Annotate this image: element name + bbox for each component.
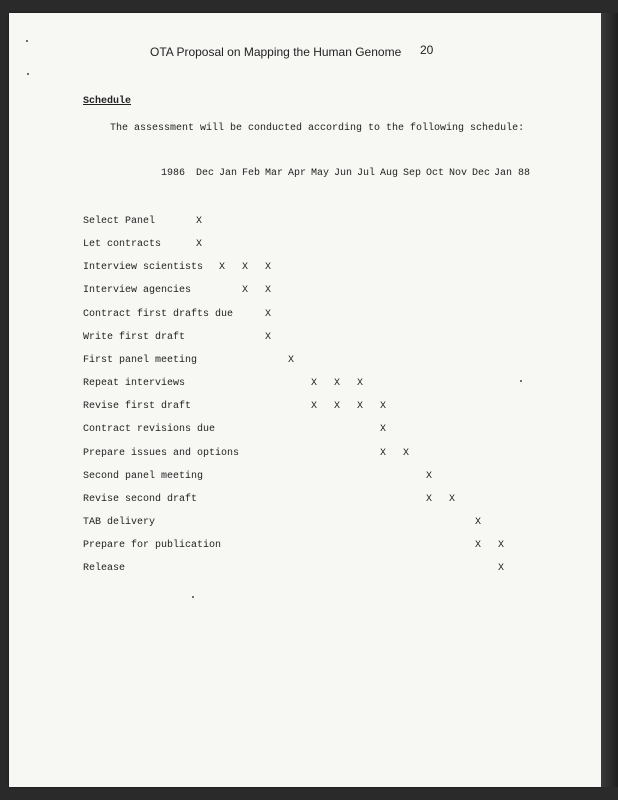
schedule-row bbox=[0, 262, 618, 276]
timeline-month: Jan 88 bbox=[494, 168, 531, 179]
schedule-mark: X bbox=[474, 540, 481, 552]
timeline-month: Dec bbox=[472, 168, 491, 179]
timeline-month: Jun bbox=[334, 168, 353, 179]
schedule-mark: X bbox=[379, 401, 386, 413]
timeline-month: Oct bbox=[426, 168, 445, 179]
task-label: Let contracts bbox=[83, 239, 162, 251]
timeline-header bbox=[0, 168, 618, 182]
timeline-month: Nov bbox=[449, 168, 468, 179]
timeline-month: 1986 bbox=[161, 168, 186, 179]
schedule-mark: X bbox=[448, 493, 455, 505]
schedule-row bbox=[0, 309, 618, 323]
task-label: Select Panel bbox=[83, 216, 156, 227]
timeline-month: Dec bbox=[196, 168, 215, 179]
task-label: Prepare issues and options bbox=[83, 447, 240, 459]
schedule-row bbox=[0, 332, 618, 346]
schedule-mark: X bbox=[356, 401, 363, 413]
schedule-row bbox=[0, 378, 618, 392]
scan-speck bbox=[26, 40, 28, 42]
schedule-mark: X bbox=[264, 262, 271, 274]
schedule-mark: X bbox=[264, 308, 271, 320]
task-label: Interview agencies bbox=[83, 285, 192, 297]
task-label: Second panel meeting bbox=[83, 470, 204, 482]
task-label: Repeat interviews bbox=[83, 378, 186, 390]
scan-speck bbox=[192, 596, 194, 598]
schedule-mark: X bbox=[218, 262, 225, 274]
schedule-mark: X bbox=[474, 516, 481, 528]
schedule-mark: X bbox=[287, 354, 294, 366]
task-label: Prepare for publication bbox=[83, 540, 222, 552]
timeline-month: Jul bbox=[357, 168, 376, 179]
page-header-title: OTA Proposal on Mapping the Human Genome bbox=[150, 45, 402, 59]
schedule-row bbox=[0, 563, 618, 577]
schedule-mark: X bbox=[425, 493, 432, 505]
task-label: Write first draft bbox=[83, 331, 186, 343]
schedule-row bbox=[0, 401, 618, 415]
task-label: Interview scientists bbox=[83, 262, 204, 274]
schedule-mark: X bbox=[195, 239, 202, 251]
schedule-mark: X bbox=[264, 285, 271, 297]
schedule-mark: X bbox=[195, 216, 202, 227]
schedule-row bbox=[0, 285, 618, 299]
schedule-row bbox=[0, 424, 618, 438]
timeline-month: Aug bbox=[380, 168, 399, 179]
schedule-mark: X bbox=[425, 470, 432, 482]
schedule-row bbox=[0, 540, 618, 554]
schedule-mark: X bbox=[379, 447, 386, 459]
task-label: Contract revisions due bbox=[83, 424, 216, 436]
schedule-mark: X bbox=[356, 378, 363, 390]
timeline-month: Mar bbox=[265, 168, 284, 179]
page-number: 20 bbox=[420, 43, 434, 57]
timeline-month: May bbox=[311, 168, 330, 179]
schedule-mark: X bbox=[333, 401, 340, 413]
section-heading: Schedule bbox=[83, 96, 132, 107]
schedule-mark: X bbox=[241, 285, 248, 297]
task-label: Release bbox=[83, 563, 126, 575]
schedule-row bbox=[0, 239, 618, 253]
schedule-row bbox=[0, 355, 618, 369]
task-label: TAB delivery bbox=[83, 516, 156, 528]
schedule-mark: X bbox=[333, 378, 340, 390]
schedule-mark: X bbox=[310, 401, 317, 413]
schedule-mark: X bbox=[497, 563, 504, 575]
scan-speck bbox=[520, 380, 522, 382]
scan-speck bbox=[27, 73, 29, 75]
scan-border bbox=[601, 13, 618, 787]
schedule-row bbox=[0, 448, 618, 462]
schedule-row bbox=[0, 216, 618, 230]
timeline-month: Apr bbox=[288, 168, 307, 179]
schedule-mark: X bbox=[379, 424, 386, 436]
timeline-month: Feb bbox=[242, 168, 261, 179]
schedule-mark: X bbox=[241, 262, 248, 274]
schedule-row bbox=[0, 494, 618, 508]
schedule-mark: X bbox=[402, 447, 409, 459]
schedule-mark: X bbox=[310, 378, 317, 390]
intro-paragraph: The assessment will be conducted according to the following schedule: bbox=[110, 123, 525, 134]
task-label: Contract first drafts due bbox=[83, 308, 234, 320]
schedule-row bbox=[0, 517, 618, 531]
timeline-month: Jan bbox=[219, 168, 238, 179]
task-label: First panel meeting bbox=[83, 354, 198, 366]
schedule-mark: X bbox=[497, 540, 504, 552]
task-label: Revise first draft bbox=[83, 401, 192, 413]
schedule-mark: X bbox=[264, 331, 271, 343]
task-label: Revise second draft bbox=[83, 493, 198, 505]
timeline-month: Sep bbox=[403, 168, 422, 179]
schedule-row bbox=[0, 471, 618, 485]
